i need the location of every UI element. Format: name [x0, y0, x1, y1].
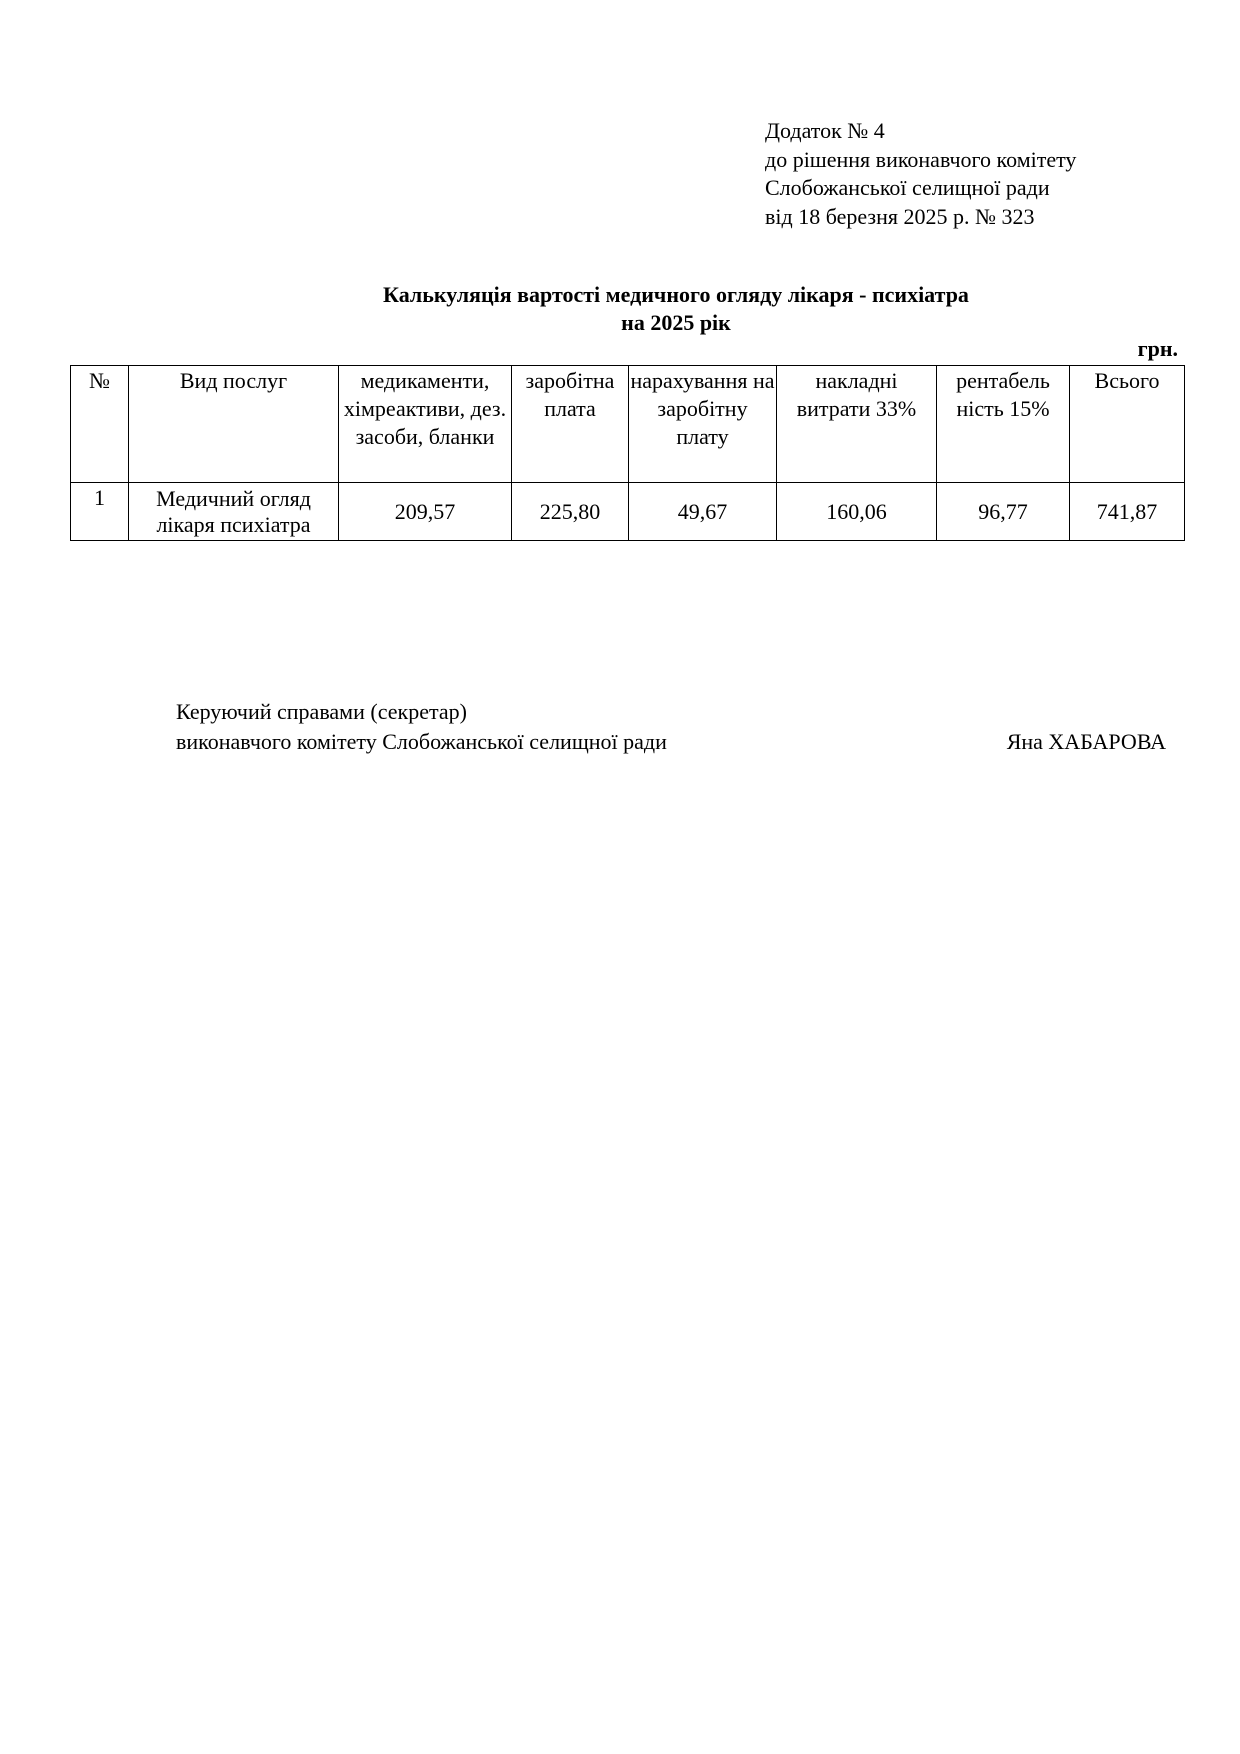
appendix-number: Додаток № 4 — [765, 118, 885, 143]
appendix-block — [765, 117, 1076, 231]
title-line-2: на 2025 рік — [621, 310, 731, 335]
document-title — [0, 281, 1240, 337]
cell-number: 1 — [71, 483, 129, 541]
signer-position-line-2: виконавчого комітету Слобожанської селищної ради — [176, 729, 667, 754]
cell-medicines: 209,57 — [339, 483, 512, 541]
table-header-row — [71, 366, 1185, 483]
appendix-date: від 18 березня 2025 р. № 323 — [765, 203, 1035, 229]
table-row — [71, 483, 1185, 541]
header-overhead: накладні витрати 33% — [777, 366, 937, 483]
signer-name: Яна ХАБАРОВА — [1006, 729, 1166, 754]
calculation-table — [70, 365, 1185, 541]
header-salary: заробітна плата — [512, 366, 629, 483]
header-service-type: Вид послуг — [129, 366, 339, 483]
title-line-1: Калькуляція вартості медичного огляду лікаря - психіатра — [383, 282, 969, 307]
appendix-council: Слобожанської селищної ради — [765, 175, 1050, 200]
header-total: Всього — [1070, 366, 1185, 483]
cell-profitability: 96,77 — [937, 483, 1070, 541]
header-number: № — [71, 366, 129, 483]
header-medicines: медикаменти, хімреактиви, дез. засоби, бланки — [339, 366, 512, 483]
header-profitability: рентабель ність 15% — [937, 366, 1070, 483]
cell-salary-charges: 49,67 — [629, 483, 777, 541]
header-salary-charges: нарахування на заробітну плату — [629, 366, 777, 483]
cell-service-type: Медичний огляд лікаря психіатра — [129, 483, 339, 541]
appendix-decision-ref: до рішення виконавчого комітету — [765, 146, 1077, 172]
signature-block — [176, 697, 667, 757]
cell-salary: 225,80 — [512, 483, 629, 541]
cell-total: 741,87 — [1070, 483, 1185, 541]
signer-position-line-1: Керуючий справами (секретар) — [176, 699, 467, 724]
currency-unit: грн. — [1137, 336, 1178, 361]
cell-overhead: 160,06 — [777, 483, 937, 541]
